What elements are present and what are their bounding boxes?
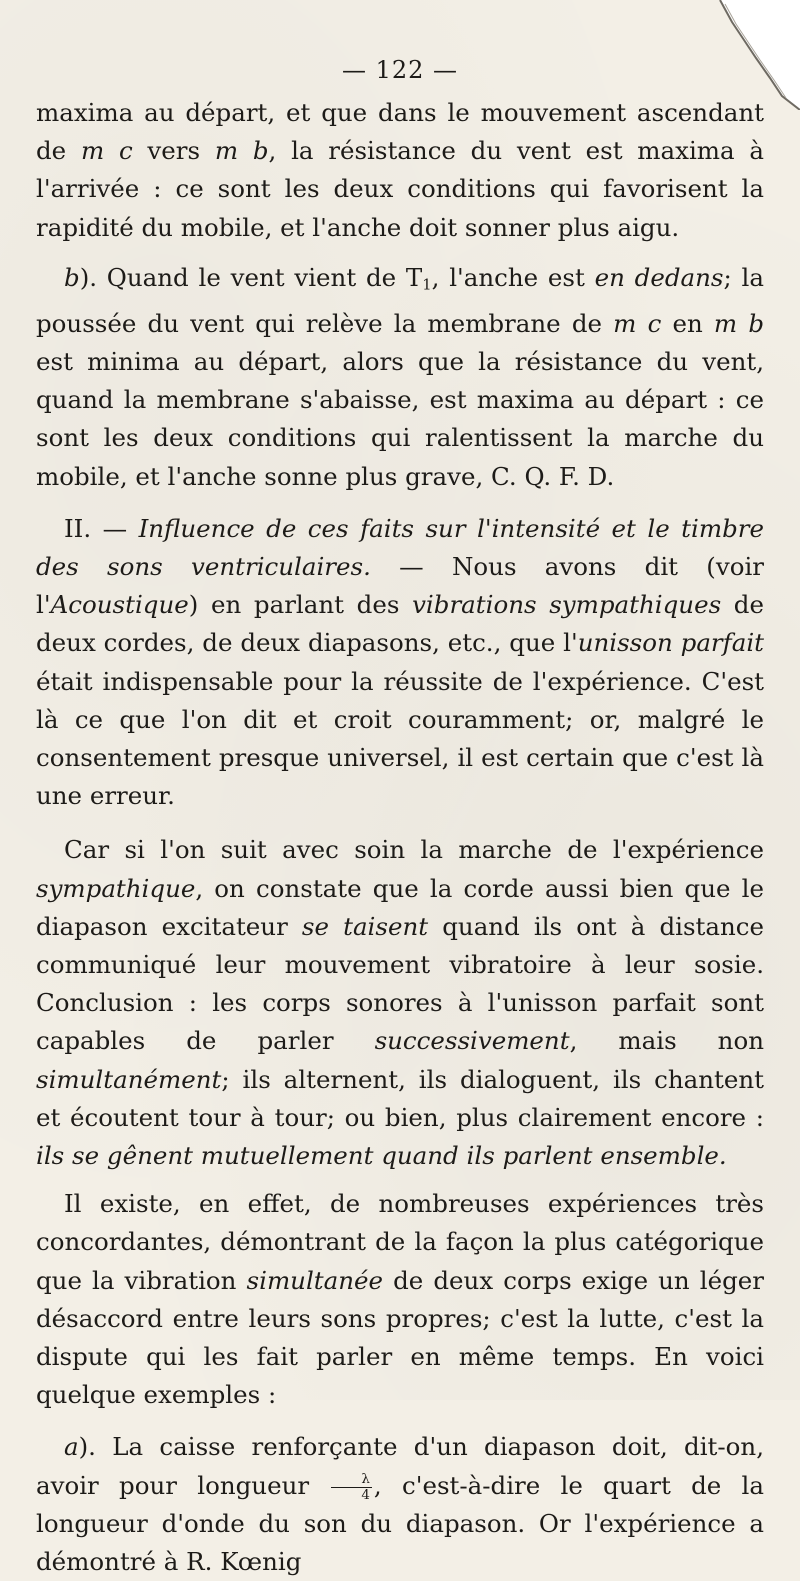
page-number: — 122 — xyxy=(341,56,459,84)
body-text xyxy=(36,94,764,1581)
fraction-lambda-over-four: $\frac{\lambda}{4}$ xyxy=(331,1472,372,1501)
paragraph-examples: Il existe, en effet, de nombreuses expériences très concordantes, démontrant de la façon la plus catégorique que la vibration simultanée de deux corps exige un léger désaccord entre leurs sons propres; c'est la lutte, c'est la dispute qui les fait parler en même temps. En voici quelque exemples : xyxy=(36,1189,765,1410)
paragraph-section-ii: II. — Influence de ces faits sur l'intensité et le timbre des sons ventriculaires. — Nous avons dit (voir l'Acoustique) en parlant des vibrations sympathiques de deux cordes, de deux diapasons, etc., que l'unisson parfait était indispensable pour la réussite de l'expérience. C'est là ce que l'on dit et croit couramment; or, malgré le consentement presque universel, il est certain que c'est là une erreur. xyxy=(36,513,765,811)
paragraph-experience: Car si l'on suit avec soin la marche de l'expérience sympathique, on constate que la corde aussi bien que le diapason excitateur se taisent quand ils ont à distance communiqué leur mouvement vibratoire à leur sosie. Conclusion : les corps sonores à l'unisson parfait sont capables de parler successivement, mais non simultanément; ils alternent, ils dialoguent, ils chantent et écoutent tour à tour; ou bien, plus clairement encore : ils se gênent mutuellement quand ils parlent ensemble. xyxy=(36,835,764,1170)
paragraph-b: b). Quand le vent vient de $T_1$, l'anche est en dedans; la poussée du vent qui relève la membrane de m c en m b est minima au départ, alors que la résistance du vent, quand la membrane s'abaisse, est maxima au départ : ce sont les deux conditions qui ralentissent la marche du mobile, et l'anche sonne plus grave, C. Q. F. D. xyxy=(36,262,765,491)
paragraph-a: a). La caisse renforçante d'un diapason doit, dit-on, avoir pour longueur $\frac{\lambda}{4}$ , c'est-à-dire le quart de la longueur d'onde du son du diapason. Or l'expérience a démontré à R. Kœnig xyxy=(36,1432,764,1576)
paragraph-continuation: maxima au départ, et que dans le mouvement ascendant de m c vers m b, la résistance du vent est maxima à l'arrivée : ce sont les deux conditions qui favorisent la rapidité du mobile, et l'anche doit sonner plus aigu. xyxy=(36,98,765,242)
